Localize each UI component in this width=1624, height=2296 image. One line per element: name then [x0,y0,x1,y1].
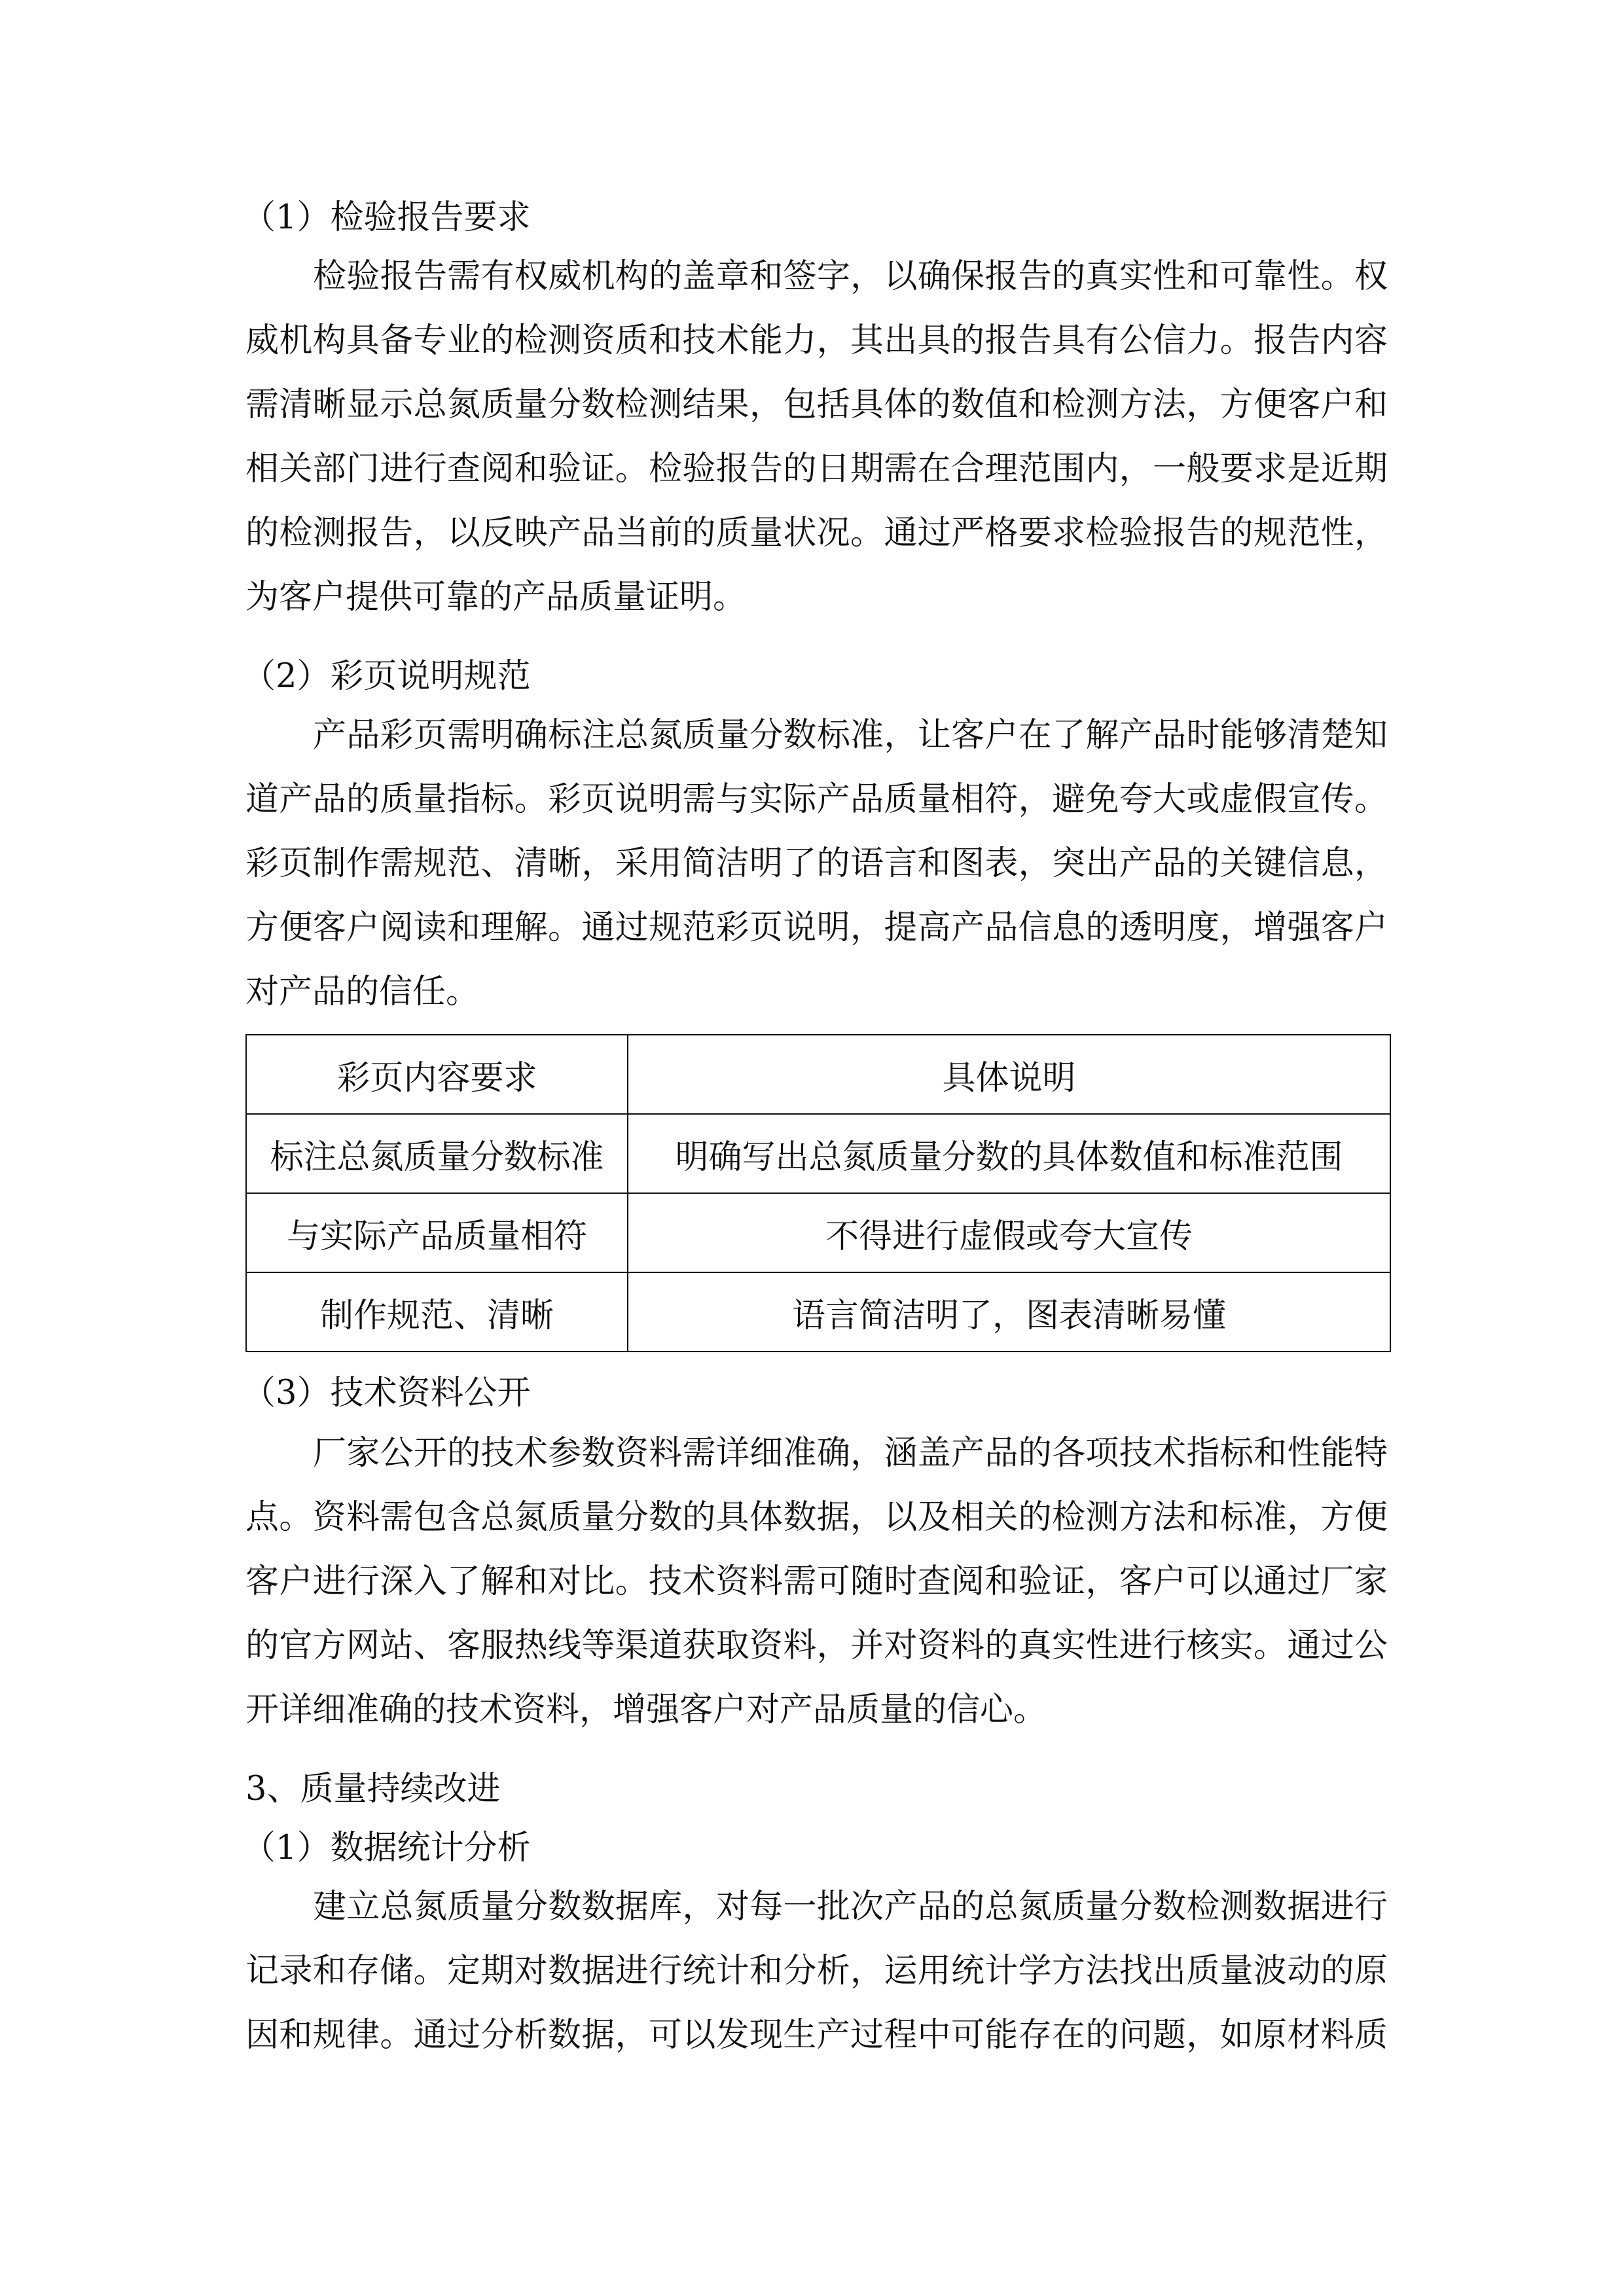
paragraph-line: 记录和存储。定期对数据进行统计和分析，运用统计学方法找出质量波动的原 [245,1952,1388,1990]
section-heading-inspection-report: （1）检验报告要求 [242,198,531,237]
table-cell: 语言简洁明了，图表清晰易懂 [628,1272,1390,1352]
paragraph-line: 方便客户阅读和理解。通过规范彩页说明，提高产品信息的透明度，增强客户 [245,908,1388,947]
paragraph-line: 因和规律。通过分析数据，可以发现生产过程中可能存在的问题，如原材料质 [245,2016,1388,2054]
paragraph-line: 检验报告需有权威机构的盖章和签字，以确保报告的真实性和可靠性。权 [313,257,1388,296]
table-header-cell: 具体说明 [628,1035,1390,1114]
table-cell: 制作规范、清晰 [246,1272,628,1352]
table-row [246,1272,1390,1352]
paragraph-line: 道产品的质量指标。彩页说明需与实际产品质量相符，避免夸大或虚假宣传。 [245,780,1388,819]
table-row [246,1193,1390,1272]
paragraph-line: 的检测报告，以反映产品当前的质量状况。通过严格要求检验报告的规范性， [245,514,1388,552]
section-title-quality-improvement: 3、质量持续改进 [245,1770,501,1808]
section-heading-technical-data: （3）技术资料公开 [242,1374,531,1412]
paragraph-line: 开详细准确的技术资料，增强客户对产品质量的信心。 [245,1691,1047,1729]
brochure-requirements-table [245,1034,1391,1352]
section-heading-data-analysis: （1）数据统计分析 [242,1829,531,1867]
paragraph-line: 彩页制作需规范、清晰，采用简洁明了的语言和图表，突出产品的关键信息， [245,844,1388,883]
paragraph-line: 需清晰显示总氮质量分数检测结果，包括具体的数值和检测方法，方便客户和 [245,386,1388,424]
paragraph-line: 厂家公开的技术参数资料需详细准确，涵盖产品的各项技术指标和性能特 [313,1434,1388,1473]
paragraph-line: 产品彩页需明确标注总氮质量分数标准，让客户在了解产品时能够清楚知 [313,716,1388,755]
table-cell: 明确写出总氮质量分数的具体数值和标准范围 [628,1114,1390,1193]
paragraph-line: 建立总氮质量分数数据库，对每一批次产品的总氮质量分数检测数据进行 [313,1888,1388,1926]
table-cell: 与实际产品质量相符 [246,1193,628,1272]
table-header-row [246,1035,1390,1114]
paragraph-line: 客户进行深入了解和对比。技术资料需可随时查阅和验证，客户可以通过厂家 [245,1562,1388,1601]
paragraph-line: 对产品的信任。 [245,973,480,1011]
section-heading-brochure: （2）彩页说明规范 [242,657,531,696]
paragraph-line: 为客户提供可靠的产品质量证明。 [245,578,747,617]
paragraph-line: 点。资料需包含总氮质量分数的具体数据，以及相关的检测方法和标准，方便 [245,1498,1388,1537]
paragraph-line: 相关部门进行查阅和验证。检验报告的日期需在合理范围内，一般要求是近期 [245,450,1388,488]
table-header-cell: 彩页内容要求 [246,1035,628,1114]
paragraph-line: 的官方网站、客服热线等渠道获取资料，并对资料的真实性进行核实。通过公 [245,1626,1388,1665]
paragraph-line: 威机构具备专业的检测资质和技术能力，其出具的报告具有公信力。报告内容 [245,321,1388,360]
table-cell: 不得进行虚假或夸大宣传 [628,1193,1390,1272]
table-cell: 标注总氮质量分数标准 [246,1114,628,1193]
table-row [246,1114,1390,1193]
